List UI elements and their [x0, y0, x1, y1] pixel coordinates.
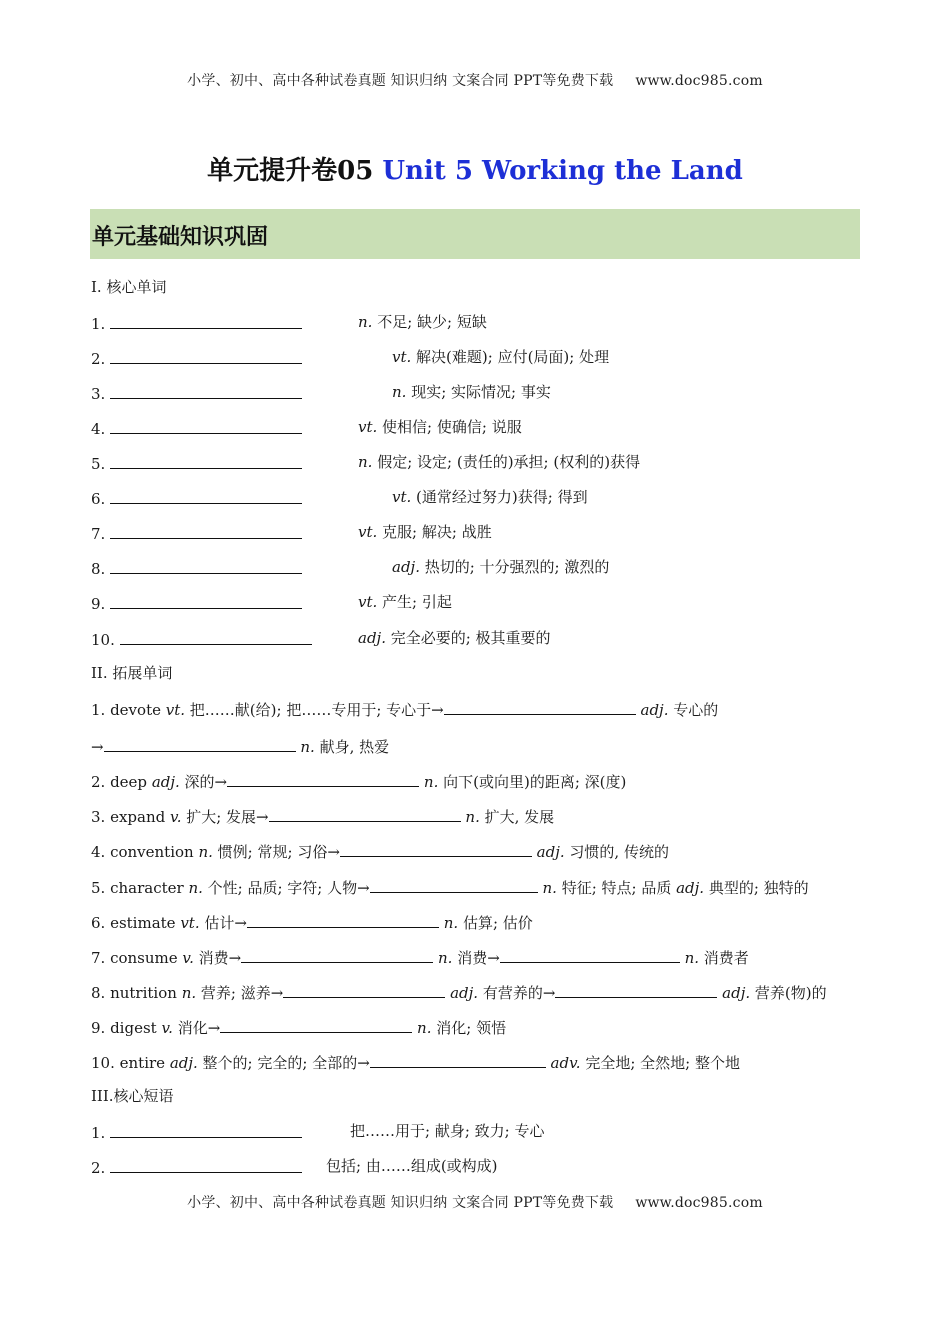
answer-blank[interactable] — [110, 1155, 302, 1173]
list-item: 10. — [91, 627, 312, 649]
answer-blank[interactable] — [220, 1015, 412, 1033]
title-prefix: 单元提升卷05 — [207, 156, 383, 186]
answer-blank[interactable] — [110, 521, 302, 539]
answer-blank[interactable] — [227, 769, 419, 787]
definition: vt. 使相信; 使确信; 说服 — [358, 418, 522, 436]
answer-blank[interactable] — [120, 627, 312, 645]
list-item: 6. estimate vt. 估计→ n. 估算; 估价 — [91, 910, 533, 932]
list-item: 3. expand v. 扩大; 发展→ n. 扩大, 发展 — [91, 804, 554, 826]
list-item: 7. — [91, 521, 302, 543]
answer-blank[interactable] — [370, 1050, 546, 1068]
list-item: 4. — [91, 416, 302, 438]
list-item: 8. nutrition n. 营养; 滋养→ adj. 有营养的→ adj. 营养(物)的 — [91, 980, 827, 1002]
page-title — [0, 150, 950, 187]
header-url[interactable]: www.doc985.com — [635, 73, 763, 89]
definition: vt. 克服; 解决; 战胜 — [358, 523, 492, 541]
footer-url[interactable]: www.doc985.com — [635, 1195, 763, 1211]
answer-blank[interactable] — [110, 556, 302, 574]
header-text: 小学、初中、高中各种试卷真题 知识归纳 文案合同 PPT等免费下载 — [187, 73, 614, 89]
answer-blank[interactable] — [110, 416, 302, 434]
list-item: 1. devote vt. 把……献(给); 把……专用于; 专心于→ adj. 专心的 — [91, 697, 718, 719]
answer-blank[interactable] — [241, 945, 433, 963]
list-item: 1. — [91, 311, 302, 333]
page-footer — [0, 1192, 950, 1212]
list-item: 2. deep adj. 深的→ n. 向下(或向里)的距离; 深(度) — [91, 769, 626, 791]
answer-blank[interactable] — [110, 591, 302, 609]
list-item: 4. convention n. 惯例; 常规; 习俗→ adj. 习惯的, 传统的 — [91, 839, 669, 861]
definition: n. 现实; 实际情况; 事实 — [392, 383, 551, 401]
definition: adj. 完全必要的; 极其重要的 — [358, 629, 551, 647]
list-item: 5. — [91, 451, 302, 473]
answer-blank[interactable] — [444, 697, 636, 715]
answer-blank[interactable] — [555, 980, 717, 998]
answer-blank[interactable] — [247, 910, 439, 928]
answer-blank[interactable] — [104, 734, 296, 752]
list-item: 10. entire adj. 整个的; 完全的; 全部的→ adv. 完全地; 全然地; 整个地 — [91, 1050, 740, 1072]
definition: n. 不足; 缺少; 短缺 — [358, 313, 487, 331]
list-item: 8. — [91, 556, 302, 578]
list-item: 9. digest v. 消化→ n. 消化; 领悟 — [91, 1015, 506, 1037]
section3-heading: III.核心短语 — [91, 1087, 174, 1105]
answer-blank[interactable] — [269, 804, 461, 822]
answer-blank[interactable] — [370, 875, 538, 893]
page-header — [0, 70, 950, 90]
answer-blank[interactable] — [110, 381, 302, 399]
list-item: 5. character n. 个性; 品质; 字符; 人物→ n. 特征; 特点; 品质 adj. 典型的; 独特的 — [91, 875, 809, 897]
list-item: 1. — [91, 1120, 302, 1142]
list-item: 3. — [91, 381, 302, 403]
definition: vt. 产生; 引起 — [358, 593, 452, 611]
answer-blank[interactable] — [110, 486, 302, 504]
answer-blank[interactable] — [110, 1120, 302, 1138]
answer-blank[interactable] — [283, 980, 445, 998]
definition: vt. 解决(难题); 应付(局面); 处理 — [392, 348, 610, 366]
answer-blank[interactable] — [110, 451, 302, 469]
footer-text: 小学、初中、高中各种试卷真题 知识归纳 文案合同 PPT等免费下载 — [187, 1195, 614, 1211]
list-item: 6. — [91, 486, 302, 508]
list-item: → n. 献身, 热爱 — [91, 734, 389, 756]
definition: adj. 热切的; 十分强烈的; 激烈的 — [392, 558, 610, 576]
answer-blank[interactable] — [340, 839, 532, 857]
answer-blank[interactable] — [500, 945, 680, 963]
definition: 包括; 由……组成(或构成) — [326, 1157, 498, 1175]
list-item: 7. consume v. 消费→ n. 消费→ n. 消费者 — [91, 945, 749, 967]
title-unit: Unit 5 Working the Land — [382, 156, 743, 186]
section1-heading: I. 核心单词 — [91, 278, 167, 296]
definition: vt. (通常经过努力)获得; 得到 — [392, 488, 588, 506]
section2-heading: II. 拓展单词 — [91, 664, 173, 682]
answer-blank[interactable] — [110, 311, 302, 329]
banner-text: 单元基础知识巩固 — [92, 224, 269, 250]
definition: 把……用于; 献身; 致力; 专心 — [350, 1122, 545, 1140]
list-item: 2. — [91, 1155, 302, 1177]
section-banner — [90, 209, 860, 259]
list-item: 2. — [91, 346, 302, 368]
list-item: 9. — [91, 591, 302, 613]
answer-blank[interactable] — [110, 346, 302, 364]
definition: n. 假定; 设定; (责任的)承担; (权利的)获得 — [358, 453, 641, 471]
